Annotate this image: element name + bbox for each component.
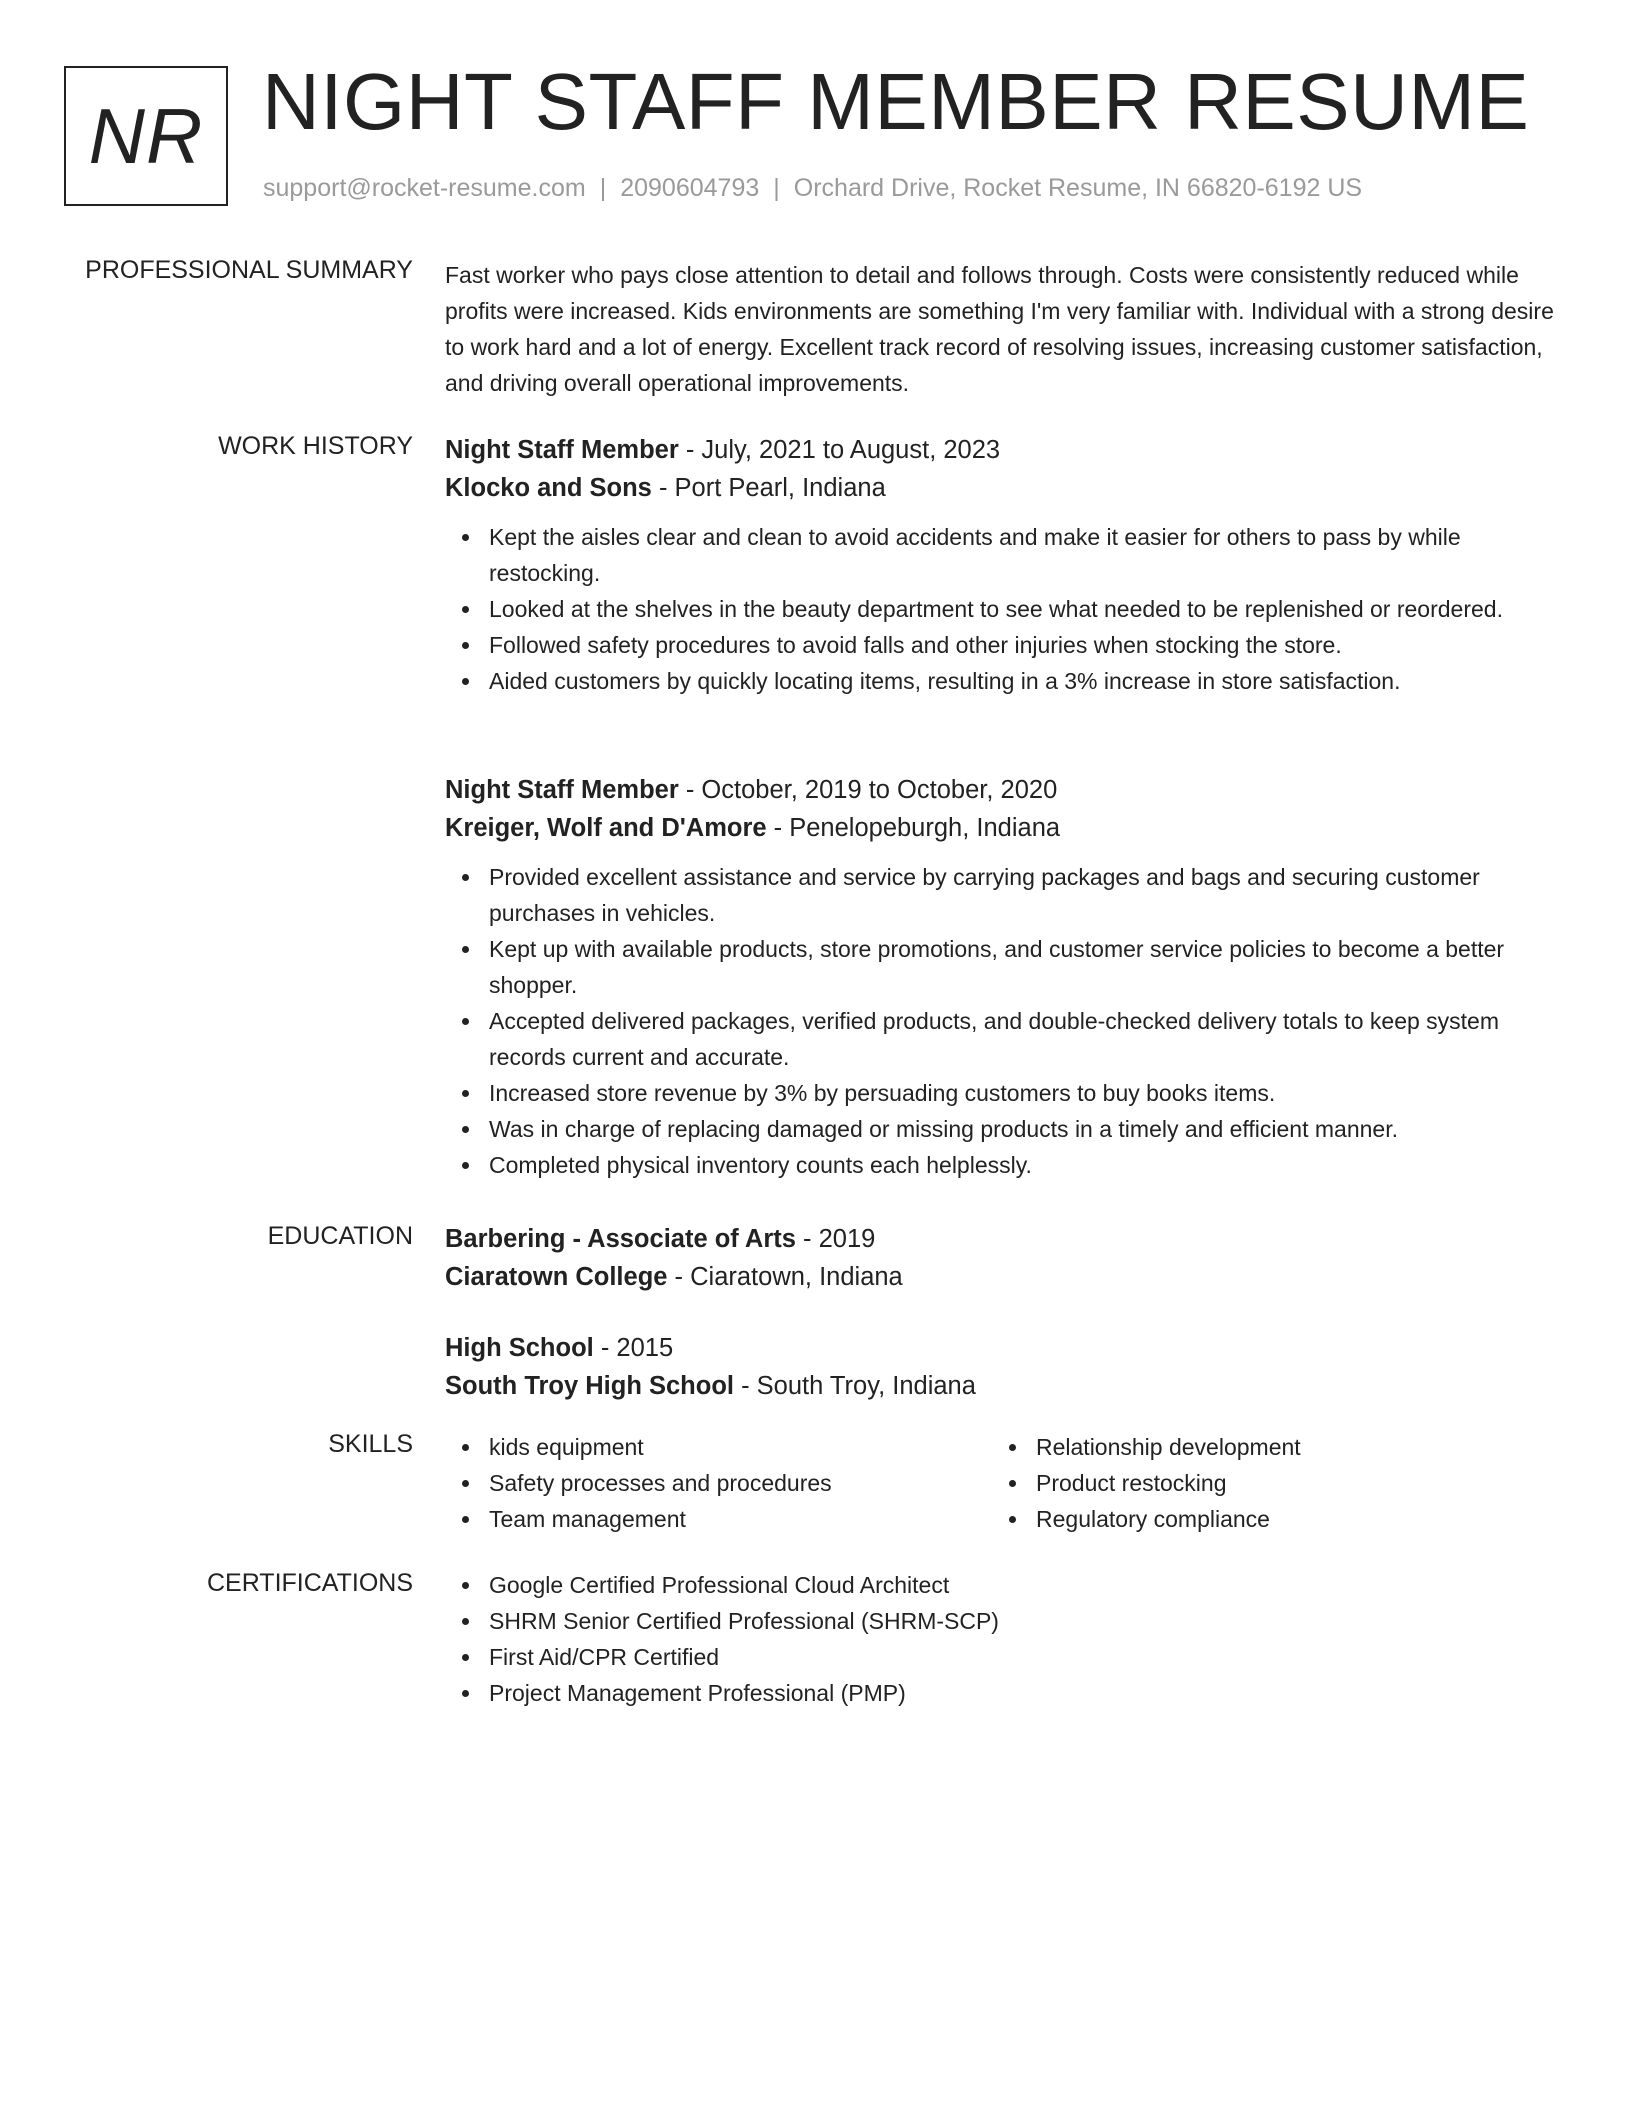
job-bullets (445, 859, 1565, 1183)
skill-item: kids equipment (489, 1429, 992, 1465)
email-text: support@rocket-resume.com (263, 174, 586, 202)
contact-separator: | (773, 174, 780, 202)
education-location: - South Troy, Indiana (734, 1372, 976, 1400)
skill-item: Safety processes and procedures (489, 1465, 992, 1501)
job-company: Klocko and Sons (445, 474, 652, 502)
education-school-line (445, 1367, 1565, 1405)
phone-text: 2090604793 (620, 174, 760, 202)
section-label-education: EDUCATION (267, 1222, 413, 1250)
education-degree-line (445, 1329, 1565, 1367)
job-company-line (445, 469, 1565, 507)
education-location: - Ciaratown, Indiana (667, 1263, 903, 1291)
skills-list-left (445, 1429, 992, 1537)
job-bullets (445, 519, 1565, 699)
skill-item: Product restocking (1036, 1465, 1492, 1501)
education-degree: High School (445, 1334, 594, 1362)
monogram-logo: NR (64, 66, 228, 206)
skill-item: Relationship development (1036, 1429, 1492, 1465)
skills-grid (445, 1429, 1565, 1537)
certification-item: Google Certified Professional Cloud Architect (489, 1567, 1565, 1603)
resume-title: NIGHT STAFF MEMBER RESUME (262, 57, 1530, 146)
job-bullet: Looked at the shelves in the beauty department to see what needed to be replenished or reordered. (489, 591, 1565, 627)
job-bullet: Kept the aisles clear and clean to avoid accidents and make it easier for others to pass by while restocking. (489, 519, 1565, 591)
education-school: South Troy High School (445, 1372, 734, 1400)
certifications-list (445, 1567, 1565, 1711)
education-year: - 2015 (593, 1334, 674, 1362)
job-bullet: Kept up with available products, store promotions, and customer service policies to become a better shopper. (489, 931, 1565, 1003)
certification-item: SHRM Senior Certified Professional (SHRM-SCP) (489, 1603, 1565, 1639)
job-title: Night Staff Member (445, 776, 679, 804)
education-degree: Barbering - Associate of Arts (445, 1225, 796, 1253)
certification-item: First Aid/CPR Certified (489, 1639, 1565, 1675)
job-bullet: Provided excellent assistance and service by carrying packages and bags and securing customer purchases in vehicles. (489, 859, 1565, 931)
education-school-line (445, 1258, 1565, 1296)
job-bullet: Accepted delivered packages, verified products, and double-checked delivery totals to keep system records current and accurate. (489, 1003, 1565, 1075)
skills-list-right (992, 1429, 1492, 1537)
certification-item: Project Management Professional (PMP) (489, 1675, 1565, 1711)
job-dates: - July, 2021 to August, 2023 (678, 436, 1001, 464)
job-bullet: Followed safety procedures to avoid falls and other injuries when stocking the store. (489, 627, 1565, 663)
skill-item: Regulatory compliance (1036, 1501, 1492, 1537)
address-text: Orchard Drive, Rocket Resume, IN 66820-6192 US (793, 174, 1363, 202)
job-bullet: Aided customers by quickly locating items, resulting in a 3% increase in store satisfaction. (489, 663, 1565, 699)
job-dates: - October, 2019 to October, 2020 (678, 776, 1058, 804)
education-year: - 2019 (795, 1225, 876, 1253)
job-location: - Penelopeburgh, Indiana (766, 814, 1061, 842)
education-school: Ciaratown College (445, 1263, 668, 1291)
job-company-line (445, 809, 1565, 847)
job-company: Kreiger, Wolf and D'Amore (445, 814, 767, 842)
summary-text: Fast worker who pays close attention to detail and follows through. Costs were consistently reduced while profits were increased. Kids environments are something I'm very familiar with. Individual with a strong desire to work hard and a lot of energy. Excellent track record of resolving issues, increasing customer satisfaction, and driving overall operational improvements. (445, 262, 1554, 396)
education-entry (445, 1329, 1565, 1405)
education-degree-line (445, 1220, 1565, 1258)
contact-separator: | (599, 174, 607, 202)
section-label-skills: SKILLS (328, 1430, 413, 1458)
contact-line (263, 174, 1362, 203)
job-title-line (445, 431, 1565, 469)
certifications-block (445, 1567, 1565, 1711)
job-bullet: Was in charge of replacing damaged or missing products in a timely and efficient manner. (489, 1111, 1565, 1147)
job-bullet: Increased store revenue by 3% by persuading customers to buy books items. (489, 1075, 1565, 1111)
section-label-summary: PROFESSIONAL SUMMARY (85, 256, 413, 284)
education-entry (445, 1220, 1565, 1296)
skill-item: Team management (489, 1501, 992, 1537)
job-entry (445, 431, 1565, 699)
job-title-line (445, 771, 1565, 809)
section-label-work-history: WORK HISTORY (218, 432, 413, 460)
job-title: Night Staff Member (445, 436, 679, 464)
job-entry (445, 771, 1565, 1183)
job-bullet: Completed physical inventory counts each helplessly. (489, 1147, 1565, 1183)
section-label-certifications: CERTIFICATIONS (206, 1569, 413, 1597)
job-location: - Port Pearl, Indiana (651, 474, 886, 502)
